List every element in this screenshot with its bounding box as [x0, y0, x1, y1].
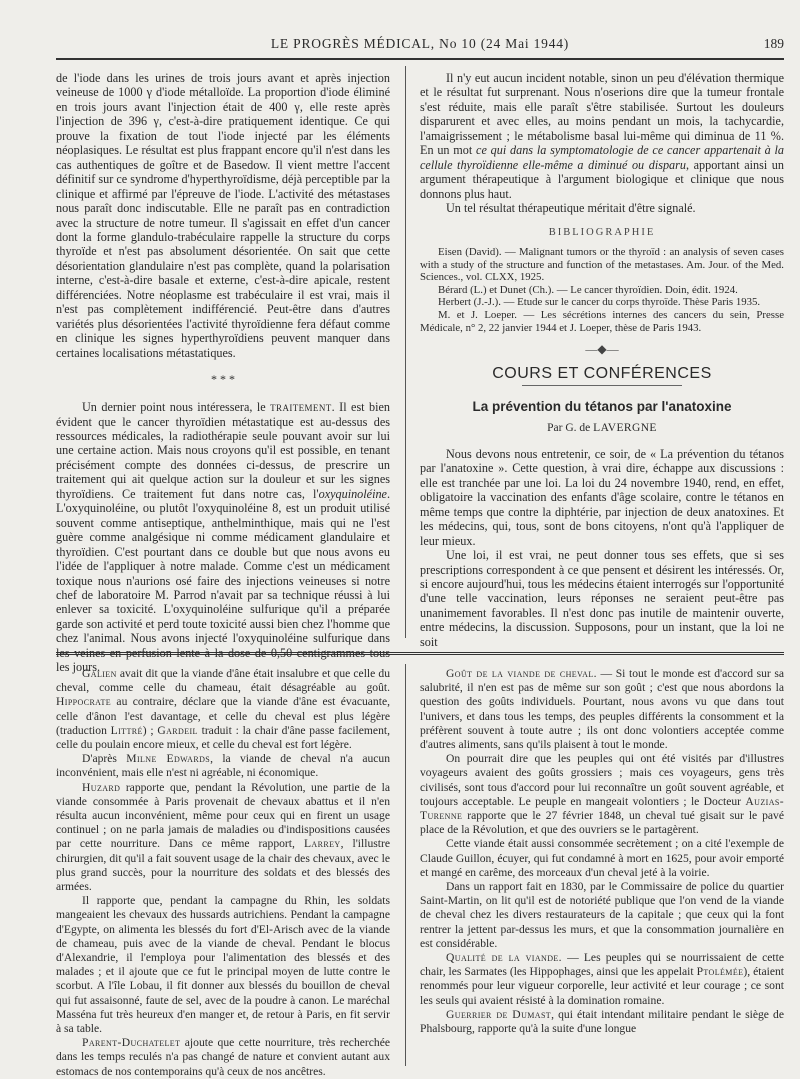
- paragraph: [56, 667, 390, 752]
- author-name: LAVERGNE: [593, 421, 657, 434]
- paragraph: [420, 71, 784, 201]
- header-rule: [56, 58, 784, 60]
- bibliography-heading: BIBLIOGRAPHIE: [548, 226, 656, 238]
- text-run: traduit : la chair d'âne passe facilement, celle du poulain encore mieux, et celle du cheval est fort légère.: [56, 723, 390, 752]
- text-run: rapporte que, pendant la Révolution, une partie de la viande consommée à Paris provenait de chevaux abattus et il n'en résulta aucun inconvénient, même pour ceux qui en firent un usage continuel ; on ne parla jamais de maladies ou d'indispositions causées par cette nourriture. Dans ce même rapport,: [56, 780, 390, 851]
- text-run: D'après: [82, 752, 127, 766]
- text-run: avait dit que la viande d'âne était insalubre et que celle du cheval, comme celle du chameau, était désagréable au goût.: [56, 667, 390, 695]
- text-run: On pourrait dire que les peuples qui ont été visités par d'illustres voyageurs avaient des goûts grossiers ; mais ces voyageurs, gens très civilisés, sont tous d'accord pour lui reconnaître un goût souvent agréable, et toujours acceptable. Le peuple en mangeait volontiers ; le Docteur: [420, 752, 784, 808]
- reference: M. et J. Loeper. — Les sécrétions internes des cancers du sein, Presse Médicale, n° 2, 22 janvier 1944 et J. Loeper, thèse de Paris 1943.: [420, 308, 784, 334]
- text-run: , apportant ainsi un argument thérapeutique à l'argument biologique et clinique que nous donnons plus haut.: [420, 157, 784, 201]
- text-run: — Les peuples qui se nourrissaient de cette chair, les Sarmates (les Hippophages, ainsi que les appelait: [420, 951, 785, 979]
- journal-title: LE PROGRÈS MÉDICAL, No 10 (24 Mai 1944): [270, 36, 570, 51]
- column-top-right: [420, 71, 784, 649]
- paragraph: Il rapporte que, pendant la campagne du Rhin, les soldats mangeaient les chevaux des hussards autrichiens. Pendant la campagne d'Egypte, on alimenta les blessés du fort d'El-Arisch avec de la viande de chameau, puis avec de la viande de cheval. Pendant le blocus d'Alexandrie, il l'employa pour l'alimentation des blessés et des malades ; et il ajoute que ce fut le principal moyen de lutte contre le scorbut. A l'île Lobau, il fit donner aux blessés du bouillon de cheval qui fut assaisonné, faute de sel, avec de la poudre à canon. Le maréchal Masséna fut très heureux d'en manger et, de retour à Paris, en fit servir à sa table.: [56, 894, 390, 1036]
- text-run: — Si tout le monde est d'accord sur sa salubrité, il n'en est pas de même sur son goût ; c'est que nous abordons la question des goûts individuels. Pourtant, nous avons vu que dans tout l'univers, et dans tous les temps, des peuples différents la consomment et la préfèrent souvent à toute autre ; ils ont donc volontiers acceptée comme d'autres aliments, sans qu'ils plaisent à tout le monde.: [420, 667, 785, 752]
- paragraph: [56, 781, 390, 895]
- column-divider-top: [405, 66, 406, 638]
- paragraph: [420, 667, 784, 752]
- lecture-title: La prévention du tétanos par l'anatoxine: [472, 399, 732, 415]
- paragraph: Cette viande était aussi consommée secrètement ; on a cité l'exemple de Claude Guillon, écuyer, qui fut condamné à mort en 1625, pour avoir emporté et mangé en carême, des morceaux d'un cheval jeté à la voirie.: [420, 837, 784, 879]
- small-caps-name: Gardeil: [157, 723, 198, 737]
- column-top-left: [56, 71, 390, 675]
- text-run: rapporte que le 27 février 1848, un cheval tué gisait sur le pavé place de la Révolution, et que des ouvriers se le partagèrent.: [420, 809, 784, 837]
- reference: Bérard (L.) et Dunet (Ch.). — Le cancer thyroïdien. Doin, édit. 1924.: [438, 283, 738, 296]
- small-caps-name: Parent-Duchatelet: [82, 1036, 181, 1050]
- subsection-heading: Qualité de la viande.: [446, 951, 562, 965]
- text-run: . Il est bien évident que le cancer thyroïdien métastatique est au-dessus des ressources médicales, la radiothérapie seule pouvant avoir sur lui une certaine action. Mais nous croyons qu'il est possible, en tenant précisément compte des données ci-dessus, de prescrire un traitement qui ait quelque action sur la douleur et sur les signes thyroïdiens. Ce traitement fut dans notre cas, l': [56, 400, 391, 501]
- ornament: —◆—: [585, 342, 619, 357]
- paragraph: de l'iode dans les urines de trois jours avant et après injection veineuse de 1000 γ d'iode métalloïde. La proportion d'iode éliminé en trois jours avant l'injection était de 400 γ, elle reste après l'injection de 396 γ, c'est-à-dire pratiquement identique. Ce qui prouve la fixation de tout l'iode injecté par les éléments néoplasiques. Le résultat est plus frappant encore qu'il n'est dans les cas authentiques de goître et de Basedow. Il vient mettre l'accent définitif sur ce syndrome d'hyperthyroïdisme, déjà perceptible par la clinique et affirmé par l'épreuve de l'iode. L'activité des métastases nous paraît donc indiscutable. Elle ne paraît pas en contradiction avec la structure de notre tumeur. Il s'agissait en effet d'un cancer dont la forme glandulo-trabéculaire rappelle la structure du corps thyroïde et n'est pas absolument désorientée. On sait que cette désorientation glandulaire n'est pas complète, quand la polarisation interne, c'est-à-dire basale et externe, c'est-à-dire apicale, restent différenciées. Notre néoplasme est trabéculaire il est vrai, mais il n'est pas complètement indifférencié. Peut-être dans d'autres variétés plus désorientées l'activité thyroïdienne fera défaut comme en clinique les signes hyperthyroïdiens peuvent manquer dans certaines localisations métastatiques.: [56, 71, 390, 360]
- section-title-rule: [522, 385, 682, 386]
- italic-term: oxyquinoléine: [318, 486, 387, 501]
- reference: Eisen (David). — Malignant tumors or the thyroïd : an analysis of seven cases with a study of the structure and function of the metastases. Am. Jour. of the Med. Sciences., vol. CLXX, 1925.: [420, 245, 784, 284]
- column-bottom-right: [420, 667, 784, 1036]
- running-header: [56, 36, 784, 58]
- paragraph: Un tel résultat thérapeutique méritait d'être signalé.: [446, 201, 696, 216]
- text-run: ) ;: [142, 723, 158, 737]
- small-caps-name: Larrey: [303, 837, 341, 851]
- small-caps-name: Auzias-Turenne: [420, 794, 784, 823]
- small-caps-term: traitement: [270, 400, 332, 415]
- section-title: COURS ET CONFÉRENCES: [492, 364, 712, 382]
- section-stars: * * *: [211, 372, 235, 387]
- text-run: , la viande de cheval n'a aucun inconvénient, mais elle n'est ni agréable, ni économique.: [56, 752, 390, 780]
- small-caps-name: Ptolémée: [696, 965, 744, 979]
- small-caps-name: Galien: [82, 667, 117, 680]
- author-prefix: Par G. de: [547, 421, 594, 434]
- text-run: . L'oxyquinoléine, ou plutôt l'oxyquinoléine 8, est un produit utilisé souvent comme antiseptique, anthelminthique, mais qui ne l'est guère comme analgésique ni comme médicament glandulaire et thyroïdien. C'est pourtant dans ce double but que nous avons eu l'idée de l'appliquer à notre malade. Comme c'est un médicament toxique nous n'aurions osé faire des injections veineuses si notre chef de laboratoire M. Parrod n'avait par sa technique réussi à lui enlever sa toxicité. L'oxyquinoléine sulfurique qu'il a préparée garde son activité et perd toute toxicité aussi bien chez l'homme que chez l'animal. Nous avons injecté l'oxyquinoléine sulfurique dans les veines en perfusion lente à la dose de 0,50 centigrammes tous les jours.: [56, 486, 390, 675]
- author-line: [420, 421, 784, 435]
- text-run: , l'illustre chirurgien, dit qu'il a fait souvent usage de la chair des chevaux, avec le plus grand succès, pour la nourriture des soldats et des blessés des armées.: [56, 837, 390, 894]
- paragraph: [56, 752, 390, 780]
- small-caps-name: Milne Edwards: [126, 752, 211, 766]
- paragraph: [56, 400, 390, 675]
- paragraph: Dans un rapport fait en 1830, par le Commissaire de police du quartier Saint-Martin, on lit qu'il est de notoriété publique que l'on vend de la viande de cheval chez les divers restaurateurs de la capitale ; que ceux qui la font rentrer la jettent par-dessus les murs, et que la consommation journalière en est considérable.: [420, 880, 784, 950]
- subsection-heading: Goût de la viande de cheval.: [446, 667, 597, 680]
- paragraph: Nous devons nous entretenir, ce soir, de « La prévention du tétanos par l'anatoxine ». Cette question, à vrai dire, échappe aux discussions : elle est tranchée par une loi. La loi du 24 novembre 1940, rend, en effet, obligatoire la vaccination des enfants d'âge scolaire, contre le tétanos en même temps que contre la diphtérie, par injection de deux anatoxines. Et les médecins, qui, tous, sont de bons citoyens, n'ont qu'à l'appliquer de leur mieux.: [420, 446, 784, 548]
- page-number: 189: [763, 36, 784, 51]
- column-divider-bottom: [405, 664, 406, 1066]
- paragraph: [56, 1036, 390, 1079]
- small-caps-name: Hippocrate: [56, 695, 112, 709]
- small-caps-name: Littré: [110, 723, 143, 737]
- text-run: ajoute que cette nourriture, très recherchée dans les temps reculés n'a pas changé de nature et convient autant aux estomacs de nos contemporains qu'à ceux de nos ancêtres.: [56, 1036, 390, 1078]
- paragraph: [420, 752, 784, 837]
- text-run: , qui était intendant militaire pendant le siège de Phalsbourg, rapporte qu'à la suite d'une longue: [420, 1007, 784, 1036]
- small-caps-name: Guerrier de Dumast: [446, 1007, 552, 1021]
- column-bottom-left: [56, 667, 390, 1079]
- paragraph: Une loi, il est vrai, ne peut donner tous ses effets, que si ses prescriptions correspondent à ce que pensent et désirent les intéressés. Or, si encore aujourd'hui, tous les médecins étaient interrogés sur l'opportunité d'une telle vaccination, leurs réponses ne seraient peut-être pas unanimement favorables. Il n'est donc pas inutile de maintenir ouverte, entre médecins, la discussion. Supposons, pour un instant, que la loi ne soit: [420, 548, 784, 649]
- reference: Herbert (J.-J.). — Etude sur le cancer du corps thyroïde. Thèse Paris 1935.: [438, 296, 761, 309]
- text-run: au contraire, déclare que la viande d'âne est évacuante, celle d'ânon l'est davantage, et celle du cheval est plus légère (traduction: [56, 695, 390, 737]
- text-run: ), étaient renommés pour leur vigueur corporelle, leur activité et leur courage ; ce sont les seuls qui avaient résisté à la domination romaine.: [420, 965, 784, 1007]
- text-run: Un dernier point nous intéressera, le: [82, 400, 271, 415]
- small-caps-name: Huzard: [82, 780, 121, 794]
- bibliography: [420, 246, 784, 334]
- text-run: Il n'y eut aucun incident notable, sinon un peu d'élévation thermique et le résultat fut surprenant. Nous n'oserions dire que la tumeur frontale s'est réduite, mais elle paraît s'être stabilisée. Surtout les douleurs disparurent et avec elles, au moins pendant un mois, la tachycardie, l'amaigrissement ; le métabolisme basal lui-même qui diminua de 11 %. En un mot: [420, 71, 784, 158]
- paragraph: [420, 1008, 784, 1036]
- paragraph: [420, 951, 784, 1008]
- italic-phrase: ce qui dans la symptomatologie de ce cancer appartenait à la cellule thyroïdienne elle-même a diminué ou disparu: [420, 143, 784, 172]
